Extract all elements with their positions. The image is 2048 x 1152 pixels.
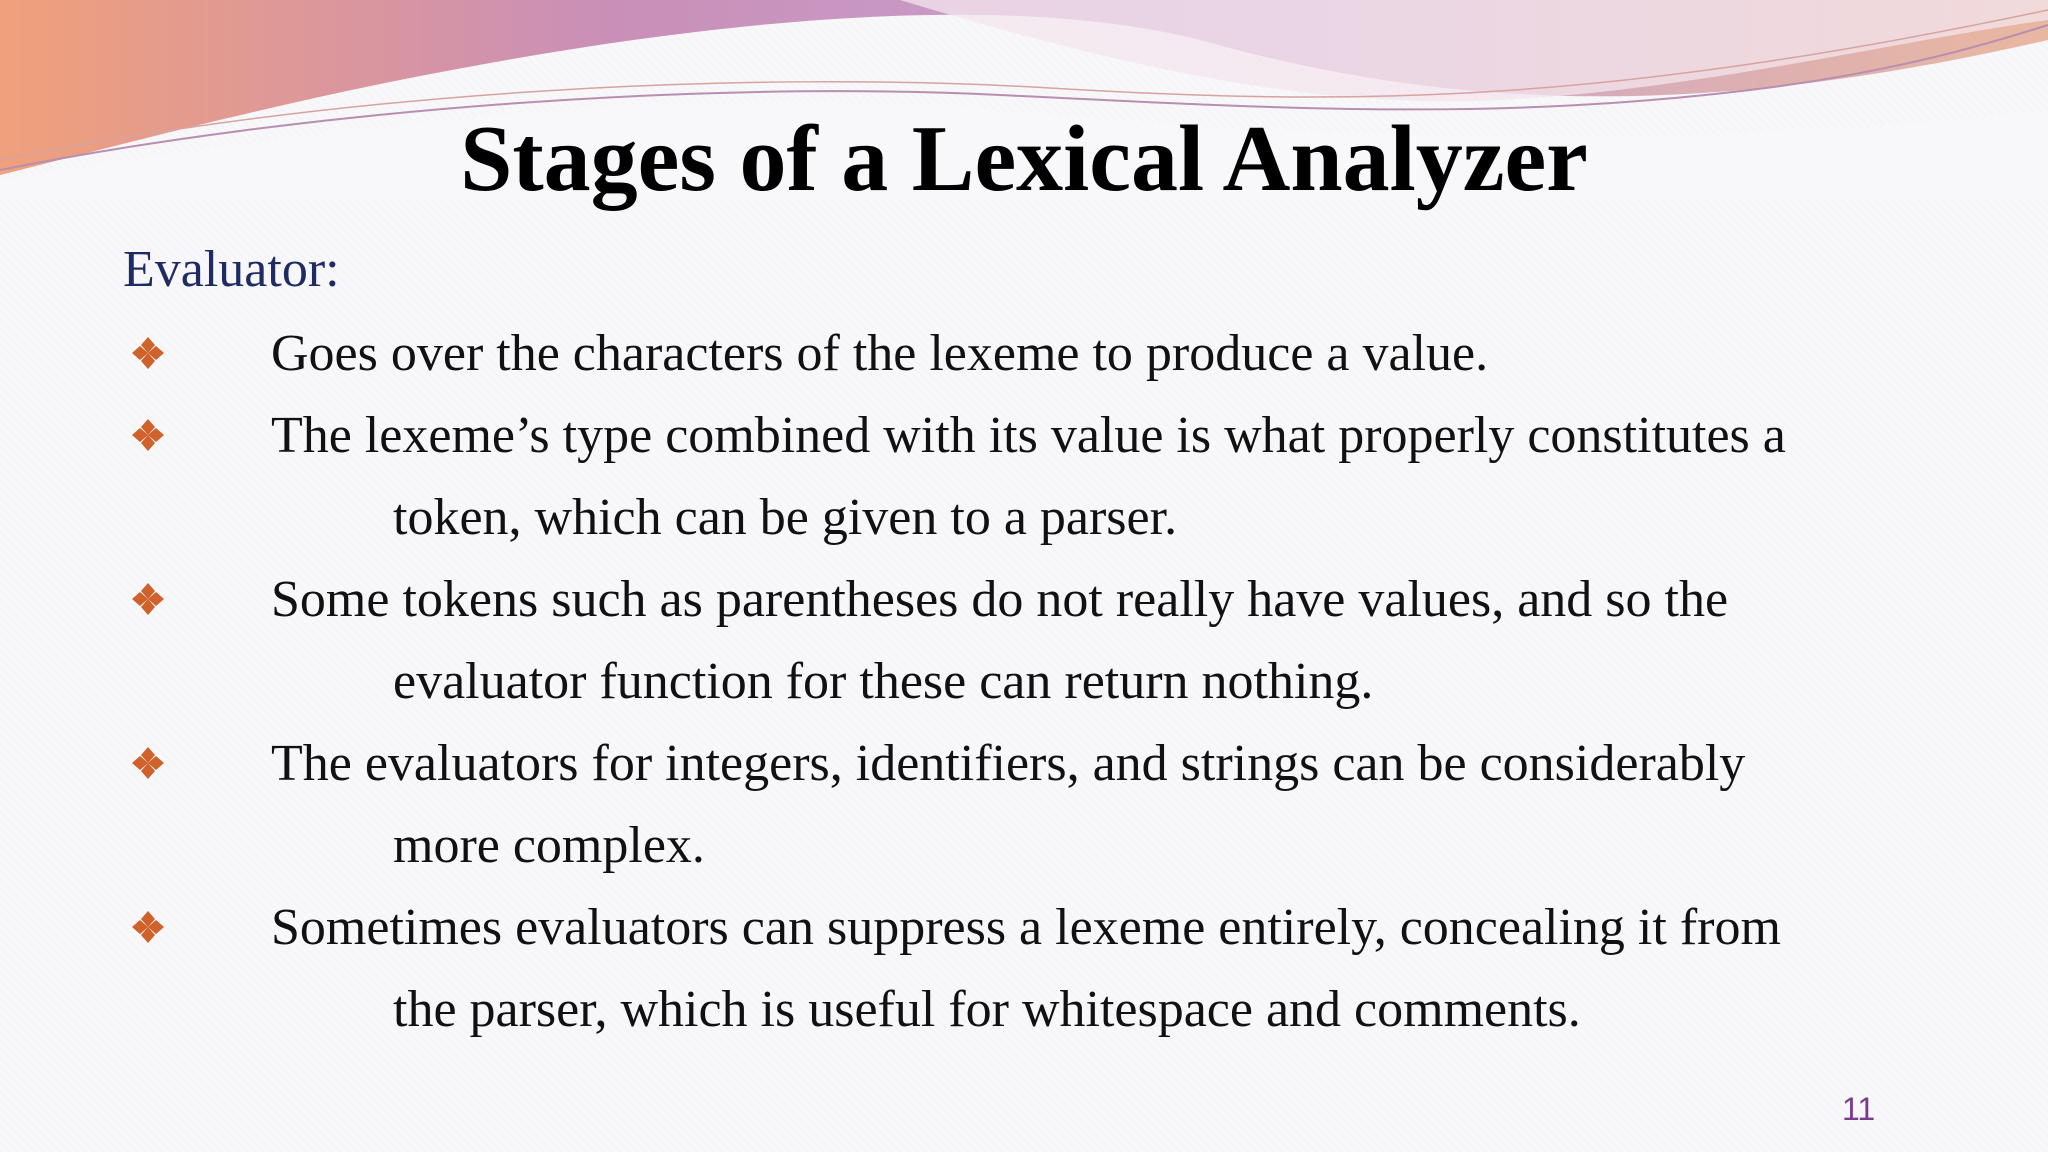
bullet-text-line1: Goes over the characters of the lexeme to produce a value.	[271, 325, 1489, 382]
bullet-text-line1: Some tokens such as parentheses do not really have values, and so the	[271, 571, 1729, 628]
bullet-text-line2: more complex.	[393, 817, 705, 874]
bullet-text-line1: Sometimes evaluators can suppress a lexeme entirely, concealing it from	[271, 899, 1781, 956]
diamond-bullet-icon	[128, 333, 168, 373]
diamond-bullet-icon	[128, 743, 168, 783]
bullet-text-line1: The evaluators for integers, identifiers, and strings can be considerably	[271, 735, 1746, 792]
page-number: 11	[1842, 1091, 1876, 1127]
slide-title: Stages of a Lexical Analyzer	[460, 107, 1588, 211]
bullet-text-line2: evaluator function for these can return nothing.	[393, 653, 1374, 710]
bullet-text-line1: The lexeme’s type combined with its value is what properly constitutes a	[271, 407, 1786, 464]
diamond-bullet-icon	[128, 579, 168, 619]
diamond-bullet-icon	[128, 907, 168, 947]
bullet-text-line2: token, which can be given to a parser.	[393, 489, 1178, 546]
section-label: Evaluator:	[123, 241, 340, 298]
diamond-bullet-icon	[128, 415, 168, 455]
bullet-text-line2: the parser, which is useful for whitespace and comments.	[393, 981, 1581, 1038]
